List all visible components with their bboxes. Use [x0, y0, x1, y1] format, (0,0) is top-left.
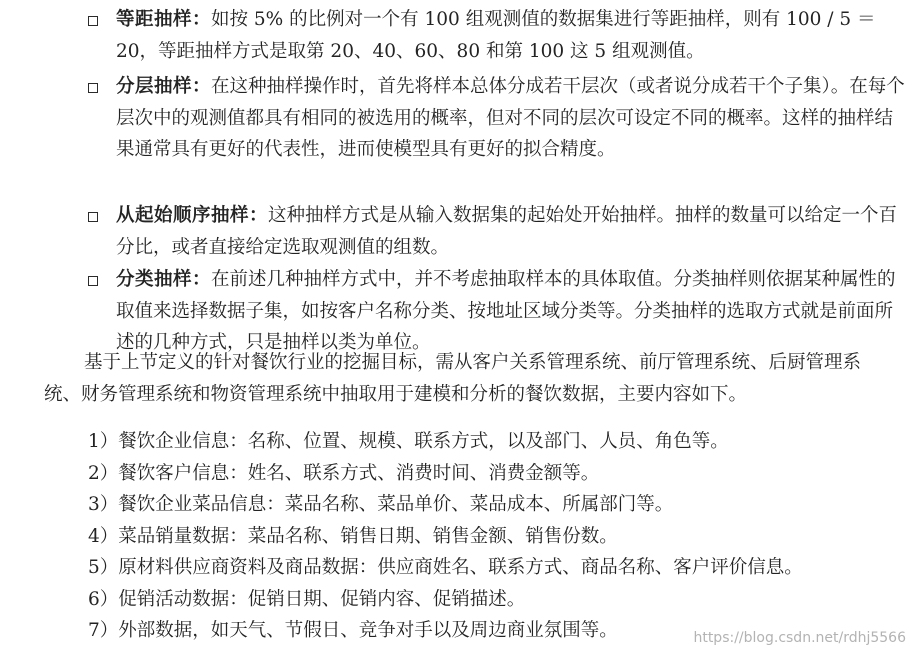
bullet-text: [116, 200, 906, 263]
bullet-body: 在前述几种抽样方式中，并不考虑抽取样本的具体取值。分类抽样则依据某种属性的取值来选择数据子集，如按客户名称分类、按地址区域分类等。分类抽样的选取方式就是前面所述的几种方式，只是抽样以类为单位。: [116, 269, 896, 353]
list-item: 4）菜品销量数据：菜品名称、销售日期、销售金额、销售份数。: [88, 525, 618, 547]
list-item: 2）餐饮客户信息：姓名、联系方式、消费时间、消费金额等。: [88, 462, 600, 484]
bullet-text: [116, 71, 906, 166]
checkbox-bullet-icon: [88, 83, 98, 93]
bullet-term: 分类抽样：: [116, 269, 212, 290]
list-item: 6）促销活动数据：促销日期、促销内容、促销描述。: [88, 588, 526, 610]
bullet-term: 等距抽样：: [116, 9, 212, 30]
checkbox-bullet-icon: [88, 212, 98, 222]
list-item: 1）餐饮企业信息：名称、位置、规模、联系方式，以及部门、人员、角色等。: [88, 431, 729, 452]
bullet-body: 如按 5% 的比例对一个有 100 组观测值的数据集进行等距抽样，则有 100 / 5 ＝ 20，等距抽样方式是取第 20、40、60、80 和第 100 这 5 组观测值。: [116, 9, 876, 62]
bullet-text: [116, 4, 906, 67]
list-item: 7）外部数据，如天气、节假日、竞争对手以及周边商业氛围等。: [88, 620, 618, 641]
checkbox-bullet-icon: [88, 16, 98, 26]
bullet-body: 在这种抽样操作时，首先将样本总体分成若干层次（或者说分成若干个子集）。在每个层次中的观测值都具有相同的被选用的概率，但对不同的层次可设定不同的概率。这样的抽样结果通常具有更好的代表性，进而使模型具有更好的拟合精度。: [116, 76, 905, 160]
bullet-term: 分层抽样：: [116, 76, 212, 97]
watermark: https://blog.csdn.net/rdhj5566: [693, 630, 906, 646]
intro-paragraph: 基于上节定义的针对餐饮行业的挖掘目标，需从客户关系管理系统、前厅管理系统、后厨管理系统、财务管理系统和物资管理系统中抽取用于建模和分析的餐饮数据，主要内容如下。: [44, 352, 862, 405]
data-content-list: [88, 426, 908, 647]
bullet-body: 这种抽样方式是从输入数据集的起始处开始抽样。抽样的数量可以给定一个百分比，或者直接给定选取观测值的组数。: [116, 205, 898, 258]
list-item: 3）餐饮企业菜品信息：菜品名称、菜品单价、菜品成本、所属部门等。: [88, 494, 674, 515]
bullet-term: 从起始顺序抽样：: [116, 205, 269, 226]
bullet-text: [116, 264, 906, 359]
checkbox-bullet-icon: [88, 276, 98, 286]
list-item: 5）原材料供应商资料及商品数据：供应商姓名、联系方式、商品名称、客户评价信息。: [88, 557, 803, 578]
